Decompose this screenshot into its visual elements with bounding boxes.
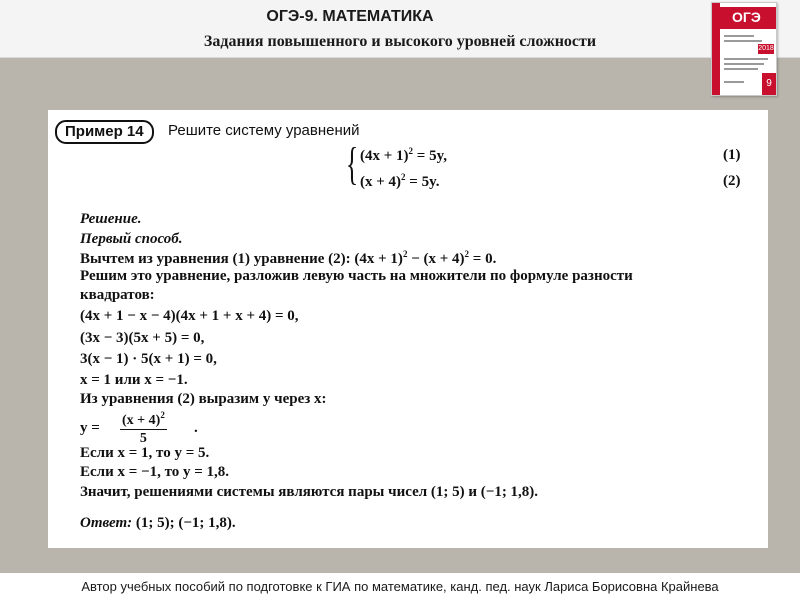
solution-method: Первый способ. — [80, 231, 183, 247]
example-badge: Пример 14 — [55, 120, 154, 144]
solution-line-8: Из уравнения (2) выразим y через x: — [80, 391, 327, 407]
answer-label: Ответ: — [80, 515, 133, 531]
solution-line-2: Решим это уравнение, разложив левую часть на множители по формуле разности — [80, 268, 633, 284]
book-spine — [712, 3, 720, 95]
solution-line-1: Вычтем из уравнения (1) уравнение (2): $(4x + 1)^2 - (x + 4)^2 = 0$. — [80, 249, 497, 267]
book-text-line — [724, 58, 768, 60]
solution-line-11: Значит, решениями системы являются пары чисел (1; 5) и (−1; 1,8). — [80, 484, 539, 500]
slide-subtitle: Задания повышенного и высокого уровней сложности — [203, 33, 597, 50]
slide-header — [0, 0, 800, 58]
equation-1-number: (1) — [723, 147, 741, 163]
answer — [80, 515, 236, 532]
slide-title: ОГЭ-9. МАТЕМАТИКА — [266, 8, 434, 25]
book-text-line — [724, 68, 758, 70]
fraction-denominator: 5 — [139, 431, 147, 446]
solution-line-4: (4x + 1 − x − 4)(4x + 1 + x + 4) = 0, — [80, 308, 299, 324]
solution-heading: Решение. — [80, 211, 142, 227]
slide-footer: Автор учебных пособий по подготовке к ГИА по математике, канд. пед. наук Лариса Борисовна Крайнева — [0, 573, 800, 600]
solution-line-3: квадратов: — [80, 287, 155, 303]
book-text-line — [724, 40, 762, 42]
book-text-line — [724, 35, 754, 37]
solution-line-6: 3(x − 1) · 5(x + 1) = 0, — [80, 351, 217, 367]
book-text-line — [724, 81, 744, 83]
solution-line-10: Если x = −1, то y = 1,8. — [80, 464, 230, 480]
system-brace: { — [346, 138, 359, 189]
fraction-numerator: $(x + 4)^2$ — [122, 410, 165, 428]
equation-2: $(x + 4)^2 = 5y$. — [360, 172, 440, 190]
fraction-period: . — [194, 420, 198, 436]
answer-value: (1; 5); (−1; 1,8). — [132, 515, 236, 531]
book-text-line — [724, 63, 764, 65]
book-cover-image — [711, 2, 777, 96]
equation-2-number: (2) — [723, 173, 741, 189]
y-equals: y = — [80, 420, 100, 436]
book-year-badge: 2018 — [758, 45, 774, 52]
book-logo: ОГЭ — [732, 9, 761, 25]
solution-line-5: (3x − 3)(5x + 5) = 0, — [80, 330, 205, 346]
content-panel — [48, 110, 768, 548]
solution-line-9: Если x = 1, то y = 5. — [80, 445, 210, 461]
book-grade-badge: 9 — [762, 73, 776, 95]
problem-prompt: Решите систему уравнений — [168, 122, 360, 139]
fraction — [120, 410, 167, 447]
equation-1: $(4x + 1)^2 = 5y$, — [360, 146, 448, 164]
solution-line-7: x = 1 или x = −1. — [80, 372, 188, 388]
